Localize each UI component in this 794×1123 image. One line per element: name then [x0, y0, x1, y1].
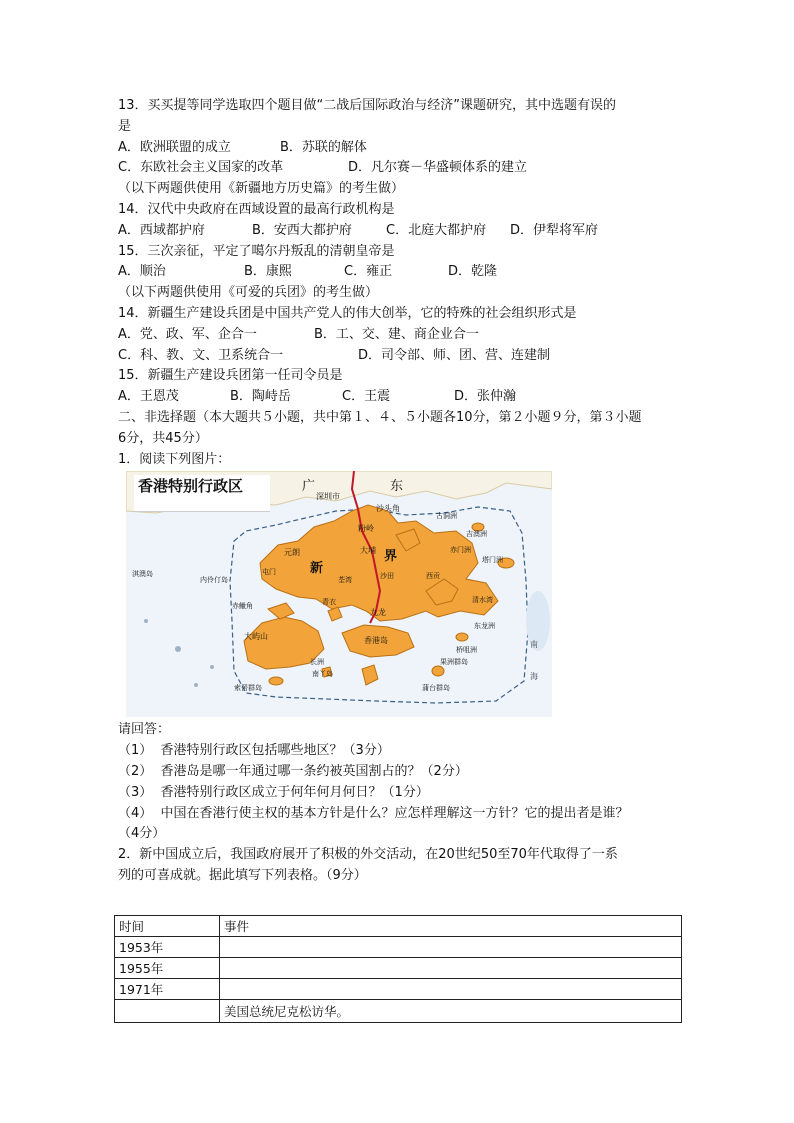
q14a-option-d: D．伊犁将军府 — [510, 222, 599, 238]
map-label-tunglung: 东龙洲 — [474, 622, 495, 631]
q14a-option-a: A．西域都护府 — [118, 222, 205, 238]
note-bingtuan: （以下两题供使用《可爱的兵团》的考生做） — [118, 285, 379, 301]
map-label-tapping: 吉澳洲 — [466, 530, 487, 539]
table-cell-event[interactable] — [220, 957, 682, 978]
map-label-tapmun: 塔门洲 — [482, 556, 503, 565]
q1-sub4: （4） 中国在香港行使主权的基本方针是什么？应怎样理解这一方针？它的提出者是谁？ — [118, 805, 629, 821]
q15b-option-b: B．陶峙岳 — [230, 389, 291, 405]
table-row — [115, 936, 682, 957]
map-label-poitoi: 蒲台群岛 — [422, 684, 450, 693]
q1-sub1: （1） 香港特别行政区包括哪些地区？（3分） — [118, 743, 390, 759]
q15b-stem: 15．新疆生产建设兵团第一任司令员是 — [118, 368, 343, 384]
table-cell-event: 美国总统尼克松访华。 — [220, 999, 682, 1022]
q13-stem-cont: 是 — [118, 118, 132, 134]
q15b-options — [118, 387, 686, 408]
q14a-option-c: C．北庭大都护府 — [386, 222, 487, 238]
map-label-hai: 海 — [530, 672, 538, 682]
map-label-gumei: 古洞洲 — [436, 512, 457, 521]
q13-option-a: A．欧洲联盟的成立 — [118, 139, 231, 155]
q13-options-row1 — [118, 138, 686, 159]
q2-stem-cont: 列的可喜成就。据此填写下列表格。（9分） — [118, 867, 367, 883]
map-title: 香港特别行政区 — [134, 475, 270, 512]
table-header-event: 事件 — [220, 915, 682, 936]
table-cell-event[interactable] — [220, 936, 682, 957]
q2-stem: 2．新中国成立后，我国政府展开了积极的外交活动，在20世纪50至70年代取得了一系 — [118, 847, 618, 863]
map-label-lantau: 大屿山 — [244, 632, 268, 642]
section2-heading-cont: 6分，共45分） — [118, 430, 208, 446]
q15b-option-c: C．王震 — [342, 389, 391, 405]
q14b-option-c: C．科、教、文、卫系统合一 — [118, 347, 284, 363]
map-label-fanling: 粉岭 — [358, 524, 374, 534]
map-label-shatin: 沙田 — [380, 572, 394, 581]
q15a-option-c: C．雍正 — [344, 264, 393, 280]
q15a-stem: 15．三次亲征，平定了噶尔丹叛乱的清朝皇帝是 — [118, 243, 395, 259]
q14b-options-row2 — [118, 346, 686, 367]
q14b-options-row1 — [118, 325, 686, 346]
map-label-cheungchau: 长洲 — [310, 658, 324, 667]
map-label-tsimsha: 清水湾 — [472, 596, 493, 605]
map-label-chekilok: 赤鱲角 — [232, 602, 253, 611]
map-label-kiuchau: 桥咀洲 — [456, 646, 477, 655]
table-header-time: 时间 — [115, 915, 220, 936]
q13-stem: 13．买买提等同学选取四个题目做“二战后国际政治与经济”课题研究，其中选题有误的 — [118, 98, 617, 113]
map-label-jie: 界 — [384, 549, 398, 565]
map-label-dong: 东 — [390, 479, 404, 495]
q14a-option-b: B．安西大都护府 — [252, 222, 352, 238]
map-label-qiao: 淇澳岛 — [132, 570, 153, 579]
q14b-option-d: D．司令部、师、团、营、连建制 — [358, 347, 551, 363]
q15a-options — [118, 262, 686, 283]
q15a-option-d: D．乾隆 — [448, 264, 498, 280]
table-cell-time: 1971年 — [115, 978, 220, 999]
map-label-hkisland: 香港岛 — [364, 636, 388, 646]
map-label-lamma: 南丫岛 — [312, 670, 333, 679]
q1-prompt: 请回答： — [118, 722, 171, 738]
q13-option-c: C．东欧社会主义国家的改革 — [118, 160, 284, 176]
table-cell-time: 1953年 — [115, 936, 220, 957]
diplomacy-table — [114, 915, 682, 1023]
q1-stem: 1．阅读下列图片： — [118, 451, 231, 467]
table-cell-event[interactable] — [220, 978, 682, 999]
map-label-guang: 广 — [302, 479, 316, 495]
map-label-shatou: 沙头角 — [376, 504, 400, 514]
q13-options-row2 — [118, 158, 686, 179]
q14b-option-b: B．工、交、建、商企业合一 — [314, 326, 479, 342]
q13-option-b: B．苏联的解体 — [280, 139, 367, 155]
table-row — [115, 957, 682, 978]
table-row — [115, 978, 682, 999]
q1-sub3: （3） 香港特别行政区成立于何年何月何日？（1分） — [118, 784, 429, 800]
map-label-kwaichung: 荃湾 — [338, 576, 352, 585]
map-label-shenzhen: 深圳市 — [316, 492, 340, 502]
q15b-option-d: D．张仲瀚 — [454, 389, 517, 405]
map-label-yuenlong: 元朗 — [284, 548, 300, 558]
q1-sub4-score: （4分） — [118, 826, 166, 842]
table-cell-time[interactable] — [115, 999, 220, 1022]
q1-sub2: （2） 香港岛是哪一年通过哪一条约被英国割占的？（2分） — [118, 763, 468, 779]
section2-heading: 二、非选择题（本大题共５小题，共中第１、４、５小题各10分，第２小题９分，第３小题 — [118, 409, 642, 425]
q14a-options — [118, 221, 686, 242]
q14b-stem: 14．新疆生产建设兵团是中国共产党人的伟大创举，它的特殊的社会组织形式是 — [118, 305, 577, 321]
map-label-tuenmun: 屯门 — [262, 568, 276, 577]
q15b-option-a: A．王恩茂 — [118, 389, 179, 405]
table-row — [115, 999, 682, 1022]
hong-kong-map — [126, 471, 552, 717]
map-label-neilingding: 内伶仃岛 — [200, 576, 228, 585]
q15a-option-a: A．顺治 — [118, 264, 166, 280]
map-label-xin: 新 — [310, 561, 324, 577]
map-label-soko: 索罟群岛 — [234, 684, 262, 693]
map-label-saikung: 西贡 — [426, 572, 440, 581]
note-xinjiang-history: （以下两题供使用《新疆地方历史篇》的考生做） — [118, 181, 405, 197]
map-label-ninepins: 果洲群岛 — [440, 658, 468, 667]
q13-option-d: D．凡尔赛－华盛顿体系的建立 — [348, 160, 528, 176]
exam-page — [118, 96, 686, 1023]
map-label-nan: 南 — [530, 640, 538, 650]
map-label-tsingyi: 青衣 — [322, 598, 336, 607]
q14b-option-a: A．党、政、军、企合一 — [118, 326, 257, 342]
table-cell-time: 1955年 — [115, 957, 220, 978]
map-label-baimen: 赤门洲 — [450, 546, 471, 555]
q15a-option-b: B．康熙 — [244, 264, 292, 280]
map-label-taipo: 大埔 — [360, 546, 376, 556]
q14a-stem: 14．汉代中央政府在西域设置的最高行政机构是 — [118, 201, 395, 217]
table-header-row — [115, 915, 682, 936]
map-label-kowloon: 九龙 — [370, 608, 386, 618]
